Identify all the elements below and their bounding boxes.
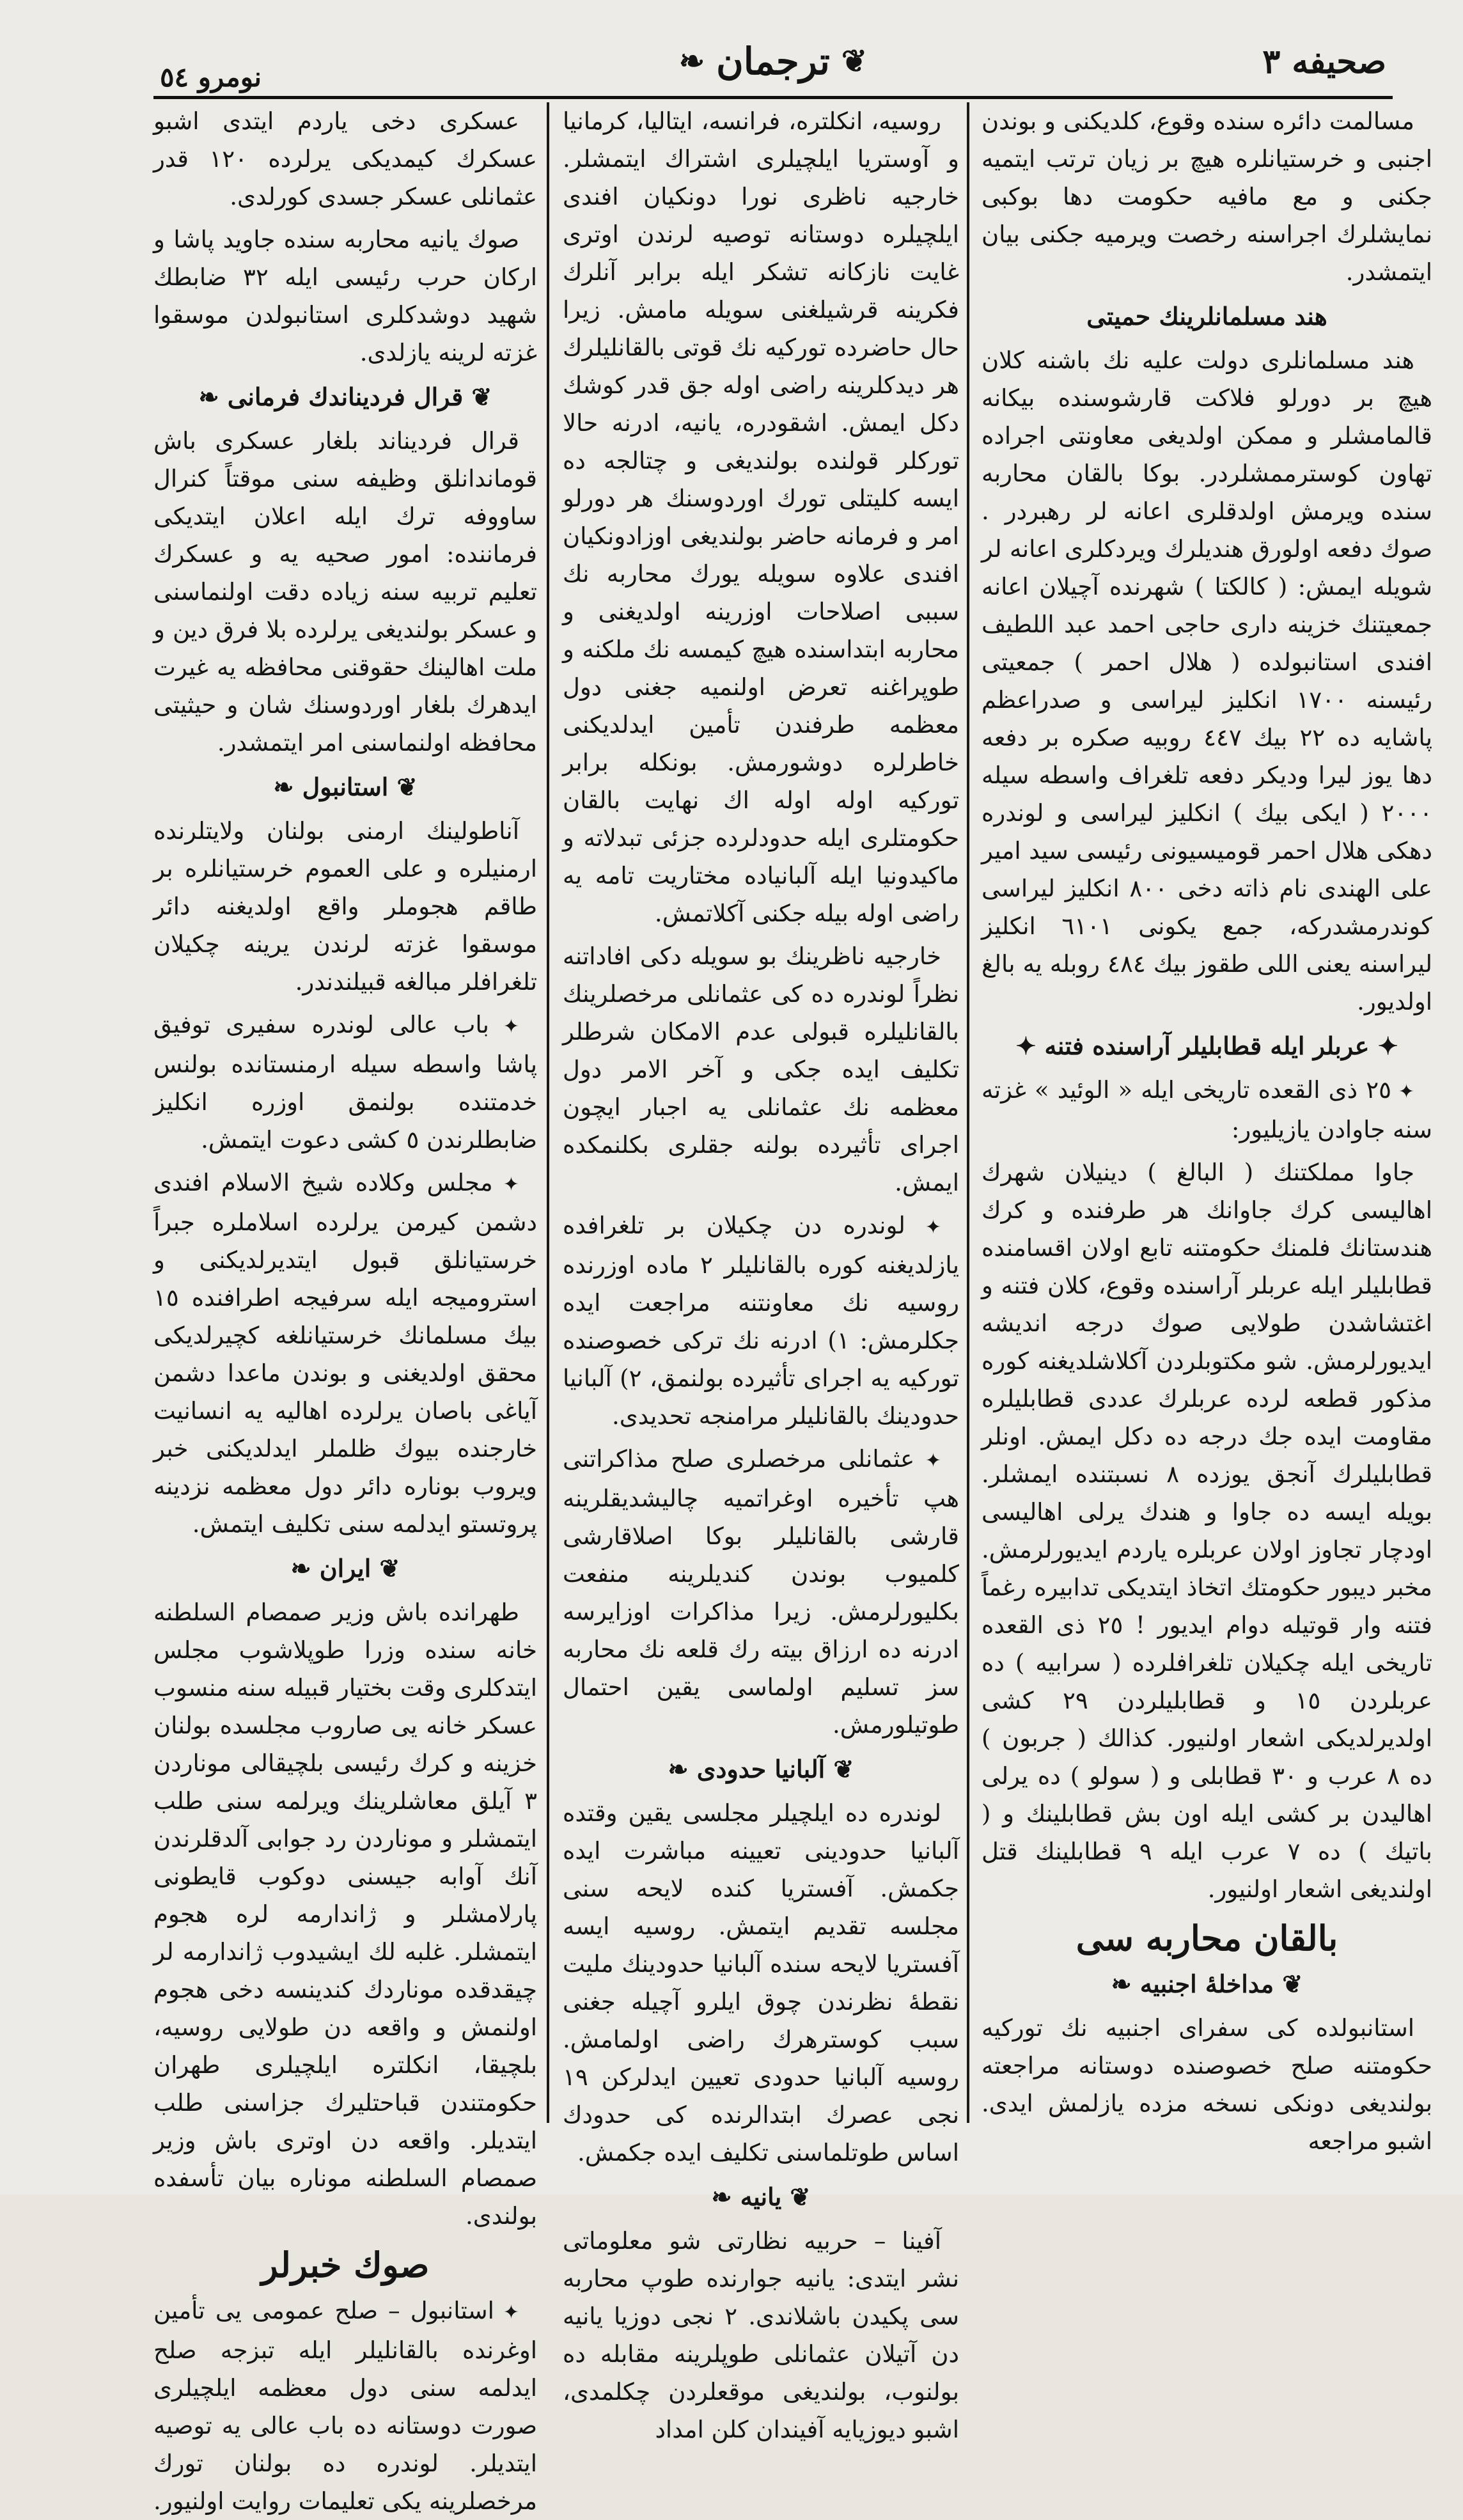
ornament-icon: ❦ <box>841 43 868 79</box>
paragraph: هند مسلمانلرى دولت عليه نك باشنه كلان هيچ بر دورلو فلاكت قارشوسنده بيكانه قالمامشلر و ممكن اولديغى معاونتى اجراده تهاون كوسترممشلردر. بوكا بالقان محاربه سنده ويرمش اولدقلرى اعانه لر رهبردر . صوك دفعه اولورق هنديلرك ويردكلرى اعانه لر شويله ايمش: ( كالكتا ) شهرنده آچيلان اعانه جمعيتنك خزينه دارى حاجى احمد عبد اللطيف افندى استانبولده ( هلال احمر ) جمعيتى رئيسنه ١٧٠٠ انكليز ليراسى و صدراعظم پاشايه ده ٢٢ بيك ٤٤٧ روبيه صكره بر دفعه دها يوز ليرا وديكر دفعه تلغراف واسطه سيله ٢٠٠٠ ( ايكى بيك ) انكليز ليراسى و لوندره دهكى هلال احمر قوميسيونى رئيسى سيد امير على الهندى نام ذاته دخى ٨٠٠ انكليز ليراسى كوندرمشدركه، جمع يكونى ٦١٠١ انكليز ليراسنه يعنى اللى طقوز بيك ٤٨٤ روبله يه بالغ اولديور. <box>982 347 1433 1015</box>
paragraph: قرال فرديناند بلغار عسكرى باش قوماندانلق وظيفه سنى موقتاً كنرال ساووفه ترك ايله اعلان ايتديكى فرماننده: امور صحيه يه و عسكرك تعليم تربيه سنه زياده دقت اولنماسنى و عسكر بولنديغى يرلرده بلا فرق دين و ملت اهالينك حقوقنى محافظه يه غيرت ايدهرك بلغار اوردوسنك شان و حيثيتى محافظه اولنماسنى امر ايتمشدر. <box>153 427 537 756</box>
column-right <box>982 102 1433 2155</box>
heading-text: يانيه <box>740 2182 782 2211</box>
section-heading: ✦ عربلر ايله قطابليلر آراسنده فتنه ✦ <box>1015 1031 1398 1060</box>
heading-text: قرال فرديناندك فرمانى <box>227 382 464 411</box>
paragraph: عسكرى دخى ياردم ايتدى اشبو عسكرك كيمديكى يرلرده ١٢٠ قدر عثمانلى عسكر جسدى كورلدى. <box>153 107 537 210</box>
column-divider <box>547 102 549 2123</box>
section-title: بالقان محاربه سى <box>1076 1918 1338 1959</box>
paragraph: روسيه، انكلتره، فرانسه، ايتاليا، كرمانيا و آوستريا ايلچيلرى اشتراك ايتمشلر. خارجيه ناظرى نورا دونكيان افندى ايلچيلره دوستانه توصيه لرندن اوترى غايت نازكانه تشكر ايله برابر آنلرك فكرينه قرشيلغنى سويله مامش. زيرا حال حاضرده توركيه نك قوتى بالقانليلرك هر ديدكلرينه راضى اوله جق قدر كوشك دكل ايمش. اشقودره، يانيه، ادرنه حالا توركلر قولنده بولنديغى و چتالجه ده ايسه كليتلى تورك اوردوسنك هر دورلو امر و فرمانه حاضر بولنديغى اوزادونكيان افندى علاوه سويله يورك محاربه نك سببى اصلاحات اوزرينه اولديغنى و محاربه ابتداسنده هيچ كيمسه نك ملكنه و طوپراغنه تعرض اولنميه جغنى دول معظمه طرفندن تأمين ايدلديكنى خاطرلره دوشورمش. بونكله برابر توركيه اوله اوله اك نهايت بالقان حكومتلرى ايله حدودلرده جزئى تبدلاته و ماكيدونيا ايله آلبانياده مختاريت تامه يه راضى اوله بيله جكنى آكلاتمش. <box>563 107 959 927</box>
section-heading: ❦ استانبول ❧ <box>273 772 418 801</box>
paragraph: ✦ عثمانلى مرخصلرى صلح مذاكراتنى هپ تأخيره اوغراتميه چاليشديقلرينه قارشى بالقانليلر بوكا اصلاقارشى كلميوب بوندن كنديلرينه منفعت بكليورلرمش. زيرا مذاكرات اوزايرسه ادرنه ده ارزاق بيته رك قلعه نك محاربه سز تسليم اولماسى يقين احتمال طوتيلورمش. <box>563 1440 959 1744</box>
paragraph: ✦ استانبول – صلح عمومى يى تأمين اوغرنده بالقانليلر ايله تبزجه صلح ايدلمه سنى دول معظمه ايلچيلرى صورت دوستانه ده باب عالى يه توصيه ايتديلر. لوندره ده بولنان تورك مرخصلرينه يكى تعليمات روايت اولنيور. <box>153 2292 537 2520</box>
section-title: صوك خبرلر <box>261 2244 430 2285</box>
paragraph: آفينا – حربيه نظارتى شو معلوماتى نشر ايتدى: يانيه جوارنده طوپ محاربه سى پكيدن باشلاندى. ٢ نجى دوزيا يانيه دن آتيلان عثمانلى طوپلرينه مقابله ده بولنوب، بولنديغى موقعلردن چكلمدى، اشبو ديوزيايه آفيندان كلن امداد <box>563 2227 959 2443</box>
heading-text: استانبول <box>302 772 389 801</box>
paragraph: ✦ لوندره دن چكيلان بر تلغرافده يازلديغنه كوره بالقانليلر ٢ ماده اوزرنده روسيه نك معاونتنه مراجعت ايده جكلرمش: ١) ادرنه نك تركى خصوصنده توركيه يه اجراى تأثيرده بولنمق، ٢) آلبانيا حدودينك بالقانليلر مرامنجه تحديدى. <box>563 1207 959 1435</box>
paragraph: جاوا مملكتنك ( البالغ ) دينيلان شهرك اهاليسى كرك جاوانك هر طرفنده و كرك هندستانك فلمنك حكومتنه تابع اولان اقسامنده قطابليلر ايله عربلر آراسنده وقوع، كلان فتنه و اغتشاشدن طولايى صوك درجه انديشه ايديورلرمش. شو مكتوبلردن آكلاشلديغنه كوره مذكور قطعه لرده عربلرك عددى قطابليلره مقاومت ايده جك درجه ده دكل ايمش. اونلر قطابليلرك آنجق يوزده ٨ نسبتنده ايمشلر. بويله ايسه ده جاوا و هندك يرلى اهاليسى اودچار تجاوز اولان عربلره ياردم ايديورلرمش. مخبر ديبور حكومتك اتخاذ ايتديكى تدابيره رغماً فتنه وار قوتيله دوام ايديور ! ٢٥ ذى القعده تاريخى ايله چكيلان تلغرافلرده ( سرابيه ) ده عربلردن ١٥ و قطابليلردن ٢٩ كشى اولديرلديكى اشعار اولنيور. كذالك ( جربون ) ده ٨ عرب و ٣٠ قطابلى و ( سولو ) ده يرلى اهاليدن بر كشى ايله اون بش قطابلينك و ( باتيك ) ده ٧ عرب ايله ٩ قطابلينك قتل اولنديغى اشعار اولنيور. <box>982 1159 1433 1903</box>
page-number: صحيفه ٣ <box>1262 42 1386 81</box>
column-middle <box>563 102 960 2443</box>
masthead-title: ترجمان <box>716 40 830 83</box>
paragraph: ✦ باب عالى لوندره سفيرى توفيق پاشا واسطه سيله ارمنستانده بولنس خدمتنده بولنمق اوزره انكليز ضابطلرندن ٥ كشى دعوت ايتمش. <box>153 1006 537 1159</box>
section-heading: هند مسلمانلرينك حميتى <box>1086 302 1327 331</box>
newspaper-title <box>679 40 867 83</box>
heading-text: مداخلهٔ اجنبيه <box>1139 1969 1274 1998</box>
paragraph: مسالمت دائره سنده وقوع، كلديكنى و بوندن اجنبى و خرستيانلره هيچ بر زيان ترتب ايتميه جكنى و مع مافيه حكومت دها بوكبى نمايشلرك اجراسنه رخصت ويرميه جكنى بيان ايتمشدر. <box>982 107 1432 286</box>
section-heading: ❦ يانيه ❧ <box>711 2182 811 2211</box>
paragraph: آناطولينك ارمنى بولنان ولايتلرنده ارمنيلره و على العموم خرستيانلره بر طاقم هجوملر واقع اولديغنه دائر موسقوا غزته لرندن يرينه چكيلان تلغرافلر مبالغه قبيلندندر. <box>153 817 537 996</box>
paragraph: ✦ مجلس وكلاده شيخ الاسلام افندى دشمن كيرمن يرلرده اسلاملره جبراً خرستيانلق قبول ايتديرلديكنى و استروميجه ايله سرفيجه اطرافنده ١٥ بيك مسلمانك خرستيانلغه كچيرلديكى محقق اولديغنى و بوندن ماعدا دشمن آياغى باصان يرلرده اهاليه يه انسانيت خارجنده بيوك ظلملر ايدلديكنى خبر ويروب بوناره دائر دول معظمه نزدينه پروتستو ايدلمه سنى تكليف ايتمش. <box>153 1164 537 1543</box>
heading-text: ايران <box>319 1554 372 1583</box>
heading-text: آلبانيا حدودى <box>696 1755 825 1783</box>
paragraph: ✦ ٢٥ ذى القعده تاريخى ايله « الوئيد » غزته سنه جاوادن يازيليور: <box>982 1071 1432 1148</box>
section-heading: ❦ مداخلهٔ اجنبيه ❧ <box>1111 1969 1303 1998</box>
column-divider <box>967 102 969 2123</box>
paragraph: استانبولده كى سفراى اجنبيه نك توركيه حكومتنه صلح خصوصنده دوستانه مراجعته بولنديغى دونكى نسخه مزده يازلمش ايدى. اشبو مراجعه <box>982 2014 1432 2155</box>
section-heading: ❦ ايران ❧ <box>290 1554 400 1583</box>
column-left <box>153 102 537 2515</box>
paragraph: طهرانده باش وزير صمصام السلطنه خانه سنده وزرا طوپلاشوب مجلس ايتدكلرى وقت بختيار قبيله سنه منسوب عسكر خانه يى صاروب مجلسده بولنان خزينه و كرك رئيسى بلچيقالى موناردن ٣ آيلق معاشلرينك ويرلمه سنى طلب ايتمشلر و موناردن رد جوابى آلدقلرندن آنك آوابه جيسنى دوكوب قايطونى پارلامشلر و ژاندارمه لره هجوم ايتمشلر. غلبه لك ايشيدوب ژاندارمه لر چيقدقده موناردك كندينسه دخى هجوم اولنمش و واقعه دن طولايى روسيه، بلچيقا، انكلتره ايلچيلرى طهران حكومتندن قباحتليرك جزاسنى طلب ايتديلر. واقعه دن اوترى باش وزير صمصام السلطنه موناره بيان تأسفده بولندى. <box>153 1599 537 2230</box>
section-heading: ❦ قرال فرديناندك فرمانى ❧ <box>198 382 492 411</box>
issue-number: نومرو ٥٤ <box>160 61 262 93</box>
ornament-icon: ❧ <box>678 43 705 79</box>
heading-text: عربلر ايله قطابليلر آراسنده فتنه <box>1044 1031 1370 1060</box>
paragraph: خارجيه ناظرينك بو سويله دكى افاداتنه نظراً لوندره ده كى عثمانلى مرخصلرينك بالقانليلره قبولى عدم الامكان شرطلر تكليف ايده جكى و آخر الامر دول معظمه نك عثمانلى يه اجبار ايچون اجراى تأثيرده بولنه جقلرى بكلنمكده ايمش. <box>563 943 959 1196</box>
section-heading: ❦ آلبانيا حدودى ❧ <box>668 1755 854 1783</box>
paragraph: صوك يانيه محاربه سنده جاويد پاشا و اركان حرب رئيسى ايله ٣٢ ضابطك شهيد دوشدكلرى استانبولدن موسقوا غزته لرينه يازلدى. <box>153 226 537 366</box>
paragraph: لوندره ده ايلچيلر مجلسى يقين وقتده آلبانيا حدودينى تعيينه مباشرت ايده جكمش. آفستريا كنده لايحه سنى مجلسه تقديم ايتمش. روسيه ايسه آفستريا لايحه سنده آلبانيا حدودينك مليت نقطهٔ نظرندن چوق ايلرو آچيله جغنى سبب كوسترهرك راضى اولمامش. روسيه آلبانيا حدودى تعيين ايدلركن ١٩ نجى عصرك ابتدالرنده كى حدودك اساس طوتلماسنى تكليف ايده جكمش. <box>563 1799 959 2166</box>
header-rule <box>153 96 1393 99</box>
page-header <box>121 26 1425 96</box>
